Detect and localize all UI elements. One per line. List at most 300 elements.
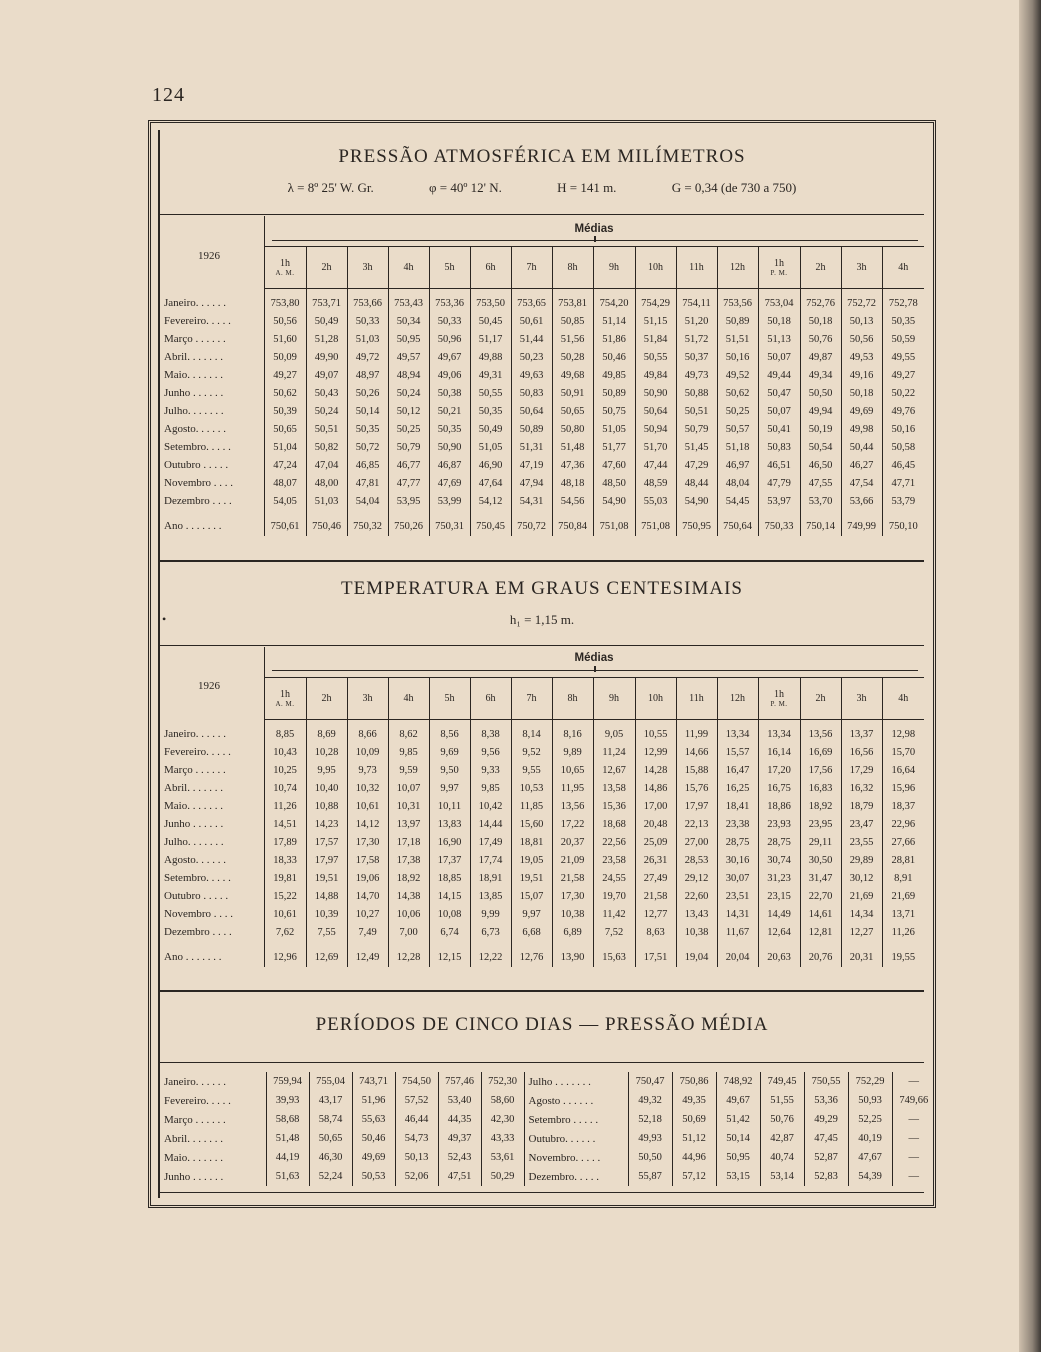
value-cell: 753,80 [264, 294, 306, 312]
value-cell: 753,81 [552, 294, 593, 312]
value-cell: 10,65 [552, 761, 593, 779]
value-cell: 47,64 [470, 474, 511, 492]
annual-value: 750,61 [264, 516, 306, 536]
header-corner [160, 677, 264, 719]
value-cell: 55,63 [352, 1110, 395, 1129]
value-cell: 50,53 [352, 1167, 395, 1186]
value-cell: 44,35 [438, 1110, 481, 1129]
value-cell: 50,13 [395, 1148, 438, 1167]
rule [160, 1062, 924, 1063]
annual-value: 749,99 [841, 516, 882, 536]
value-cell: 50,95 [388, 330, 429, 348]
value-cell: 57,52 [395, 1091, 438, 1110]
value-cell: 51,15 [635, 312, 676, 330]
annual-value: 17,51 [635, 947, 676, 967]
table-row [160, 384, 924, 402]
value-cell: 50,37 [676, 348, 717, 366]
value-cell: 50,35 [429, 420, 470, 438]
value-cell: 48,94 [388, 366, 429, 384]
value-cell: 47,60 [593, 456, 635, 474]
value-cell: 16,75 [758, 779, 800, 797]
value-cell: 11,99 [676, 725, 717, 743]
value-cell: 50,38 [429, 384, 470, 402]
value-cell: 50,45 [470, 312, 511, 330]
hour-header [429, 246, 470, 288]
pressure-param: φ = 40º 12' N. [428, 180, 502, 195]
value-cell: 16,90 [429, 833, 470, 851]
hour-label: 10h [648, 261, 663, 273]
value-cell: 49,94 [800, 402, 841, 420]
value-cell: 17,49 [470, 833, 511, 851]
hour-header [758, 246, 800, 288]
value-cell: 14,31 [717, 905, 758, 923]
value-cell: 28,81 [882, 851, 924, 869]
value-cell: 23,47 [841, 815, 882, 833]
value-cell: — [892, 1129, 935, 1148]
value-cell: 750,47 [628, 1072, 672, 1091]
value-cell: 15,76 [676, 779, 717, 797]
value-cell: 12,67 [593, 761, 635, 779]
value-cell: 753,56 [717, 294, 758, 312]
hour-header [511, 246, 552, 288]
annual-value: 750,46 [306, 516, 347, 536]
value-cell: 18,92 [388, 869, 429, 887]
month-label: Fevereiro. . . . . [164, 315, 231, 327]
value-cell: 50,33 [347, 312, 388, 330]
value-cell: 50,83 [511, 384, 552, 402]
value-cell: 50,59 [882, 330, 924, 348]
value-cell: 7,55 [306, 923, 347, 941]
spacer-cell [160, 647, 264, 677]
value-cell: 15,07 [511, 887, 552, 905]
hour-label: 1h [280, 688, 290, 700]
value-cell: 9,85 [388, 743, 429, 761]
value-cell: 13,34 [717, 725, 758, 743]
value-cell: 51,20 [676, 312, 717, 330]
value-cell: 49,68 [552, 366, 593, 384]
value-cell: 53,99 [429, 492, 470, 510]
value-cell: 10,07 [388, 779, 429, 797]
value-cell: 755,04 [309, 1072, 352, 1091]
value-cell: 6,73 [470, 923, 511, 941]
value-cell: 48,59 [635, 474, 676, 492]
value-cell: 50,91 [552, 384, 593, 402]
value-cell: 47,29 [676, 456, 717, 474]
value-cell: 10,42 [470, 797, 511, 815]
value-cell: 23,15 [758, 887, 800, 905]
annual-value: 750,26 [388, 516, 429, 536]
value-cell: 10,11 [429, 797, 470, 815]
month-label: Julho. . . . . . . [164, 405, 224, 417]
value-cell: 52,87 [804, 1148, 848, 1167]
value-cell: 50,90 [635, 384, 676, 402]
hour-header [717, 246, 758, 288]
value-cell: 51,55 [760, 1091, 804, 1110]
spacer-cell [160, 216, 264, 246]
value-cell: 753,50 [470, 294, 511, 312]
value-cell: 50,79 [388, 438, 429, 456]
table-row [160, 851, 924, 869]
value-cell: 7,62 [264, 923, 306, 941]
hour-period: P. M. [770, 699, 788, 708]
hour-label: 8h [567, 692, 578, 704]
medias-spacer-row [160, 216, 924, 246]
hour-header [470, 677, 511, 719]
value-cell: 42,87 [760, 1129, 804, 1148]
month-label: Agosto. . . . . . [164, 854, 227, 866]
value-cell: 50,65 [552, 402, 593, 420]
value-cell: 17,57 [306, 833, 347, 851]
value-cell: 50,49 [470, 420, 511, 438]
hour-header [552, 677, 593, 719]
value-cell: 49,35 [672, 1091, 716, 1110]
value-cell: 48,44 [676, 474, 717, 492]
value-cell: 50,75 [593, 402, 635, 420]
value-cell: 42,30 [481, 1110, 524, 1129]
value-cell: 53,15 [716, 1167, 760, 1186]
value-cell: 748,92 [716, 1072, 760, 1091]
value-cell: 17,20 [758, 761, 800, 779]
value-cell: 9,73 [347, 761, 388, 779]
value-cell: 47,77 [388, 474, 429, 492]
value-cell: 50,18 [841, 384, 882, 402]
value-cell: 14,38 [388, 887, 429, 905]
value-cell: 14,23 [306, 815, 347, 833]
value-cell: 51,12 [672, 1129, 716, 1148]
hour-label: 2h [815, 692, 826, 704]
value-cell: 50,41 [758, 420, 800, 438]
table-row [160, 1072, 935, 1091]
value-cell: 13,85 [470, 887, 511, 905]
hour-header [800, 677, 841, 719]
value-cell: 9,55 [511, 761, 552, 779]
hour-label: 9h [609, 692, 619, 704]
value-cell: 49,69 [841, 402, 882, 420]
value-cell: 15,96 [882, 779, 924, 797]
value-cell: 50,35 [347, 420, 388, 438]
value-cell: 30,07 [717, 869, 758, 887]
value-cell: 49,27 [264, 366, 306, 384]
value-cell: 50,35 [470, 402, 511, 420]
value-cell: 13,56 [800, 725, 841, 743]
table-row [160, 420, 924, 438]
periods-table [160, 1072, 935, 1186]
value-cell: 11,26 [264, 797, 306, 815]
value-cell: 28,75 [758, 833, 800, 851]
hour-label: 4h [898, 261, 909, 273]
value-cell: 50,46 [593, 348, 635, 366]
value-cell: 57,12 [672, 1167, 716, 1186]
value-cell: 17,58 [347, 851, 388, 869]
value-cell: 51,42 [716, 1110, 760, 1129]
value-cell: 47,81 [347, 474, 388, 492]
annual-value: 750,64 [717, 516, 758, 536]
value-cell: 25,09 [635, 833, 676, 851]
value-cell: 13,43 [676, 905, 717, 923]
month-label: Setembro. . . . . [164, 441, 231, 453]
table-row [160, 923, 924, 941]
value-cell: 50,65 [264, 420, 306, 438]
hour-label: 8h [567, 261, 578, 273]
value-cell: 18,86 [758, 797, 800, 815]
value-cell: 47,24 [264, 456, 306, 474]
periods-title: PERÍODOS DE CINCO DIAS — PRESSÃO MÉDIA [315, 1014, 769, 1035]
hour-label: 1h [774, 257, 784, 269]
value-cell: 51,51 [717, 330, 758, 348]
value-cell: 53,36 [804, 1091, 848, 1110]
value-cell: 46,30 [309, 1148, 352, 1167]
value-cell: 50,93 [848, 1091, 892, 1110]
value-cell: 50,22 [882, 384, 924, 402]
value-cell: 49,87 [800, 348, 841, 366]
value-cell: 52,43 [438, 1148, 481, 1167]
medias-spacer-row [160, 647, 924, 677]
table-row [160, 312, 924, 330]
value-cell: 31,47 [800, 869, 841, 887]
value-cell: 51,48 [552, 438, 593, 456]
rule [160, 1192, 924, 1193]
value-cell: 6,74 [429, 923, 470, 941]
month-label: Novembro . . . . [164, 477, 234, 489]
value-cell: 50,33 [429, 312, 470, 330]
value-cell: 51,70 [635, 438, 676, 456]
value-cell: 54,45 [717, 492, 758, 510]
hour-header [676, 246, 717, 288]
value-cell: 31,23 [758, 869, 800, 887]
value-cell: 49,27 [882, 366, 924, 384]
annual-label: Ano . . . . . . . [164, 520, 222, 532]
month-label: Outubro . . . . . [164, 890, 229, 902]
value-cell: 49,90 [306, 348, 347, 366]
value-cell: 9,69 [429, 743, 470, 761]
hour-header [593, 246, 635, 288]
value-cell: 50,44 [841, 438, 882, 456]
value-cell: 12,98 [882, 725, 924, 743]
value-cell: 50,79 [676, 420, 717, 438]
value-cell: 49,34 [800, 366, 841, 384]
value-cell: 49,67 [429, 348, 470, 366]
value-cell: 753,36 [429, 294, 470, 312]
value-cell: 54,90 [676, 492, 717, 510]
value-cell: 18,68 [593, 815, 635, 833]
value-cell: 48,00 [306, 474, 347, 492]
value-cell: 16,47 [717, 761, 758, 779]
value-cell: 50,65 [309, 1129, 352, 1148]
month-label: Junho . . . . . . [164, 387, 224, 399]
table-row [160, 330, 924, 348]
value-cell: 22,96 [882, 815, 924, 833]
value-cell: 39,93 [266, 1091, 309, 1110]
value-cell: 749,45 [760, 1072, 804, 1091]
month-label: Setembro. . . . . [164, 872, 231, 884]
value-cell: 10,61 [264, 905, 306, 923]
hour-header [800, 246, 841, 288]
value-cell: 8,62 [388, 725, 429, 743]
value-cell: 50,50 [628, 1148, 672, 1167]
table-row [160, 474, 924, 492]
value-cell: 11,42 [593, 905, 635, 923]
value-cell: 47,55 [800, 474, 841, 492]
hour-label: 6h [485, 692, 496, 704]
value-cell: 17,30 [552, 887, 593, 905]
value-cell: 50,62 [264, 384, 306, 402]
value-cell: 53,66 [841, 492, 882, 510]
month-label: Outubro . . . . . [164, 459, 229, 471]
pressure-params [160, 180, 924, 196]
value-cell: 49,16 [841, 366, 882, 384]
value-cell: 18,81 [511, 833, 552, 851]
hour-header [306, 677, 347, 719]
month-label: Janeiro. . . . . . [164, 728, 227, 740]
value-cell: 46,77 [388, 456, 429, 474]
value-cell: 50,14 [716, 1129, 760, 1148]
value-cell: 54,90 [593, 492, 635, 510]
value-cell: 46,85 [347, 456, 388, 474]
hour-period: A. M. [275, 268, 295, 277]
value-cell: 8,66 [347, 725, 388, 743]
value-cell: 16,64 [882, 761, 924, 779]
annual-value: 20,31 [841, 947, 882, 967]
value-cell: 23,51 [717, 887, 758, 905]
annual-value: 750,14 [800, 516, 841, 536]
value-cell: 753,71 [306, 294, 347, 312]
value-cell: 13,71 [882, 905, 924, 923]
value-cell: 50,54 [800, 438, 841, 456]
value-cell: 50,18 [800, 312, 841, 330]
value-cell: 12,77 [635, 905, 676, 923]
value-cell: 12,27 [841, 923, 882, 941]
value-cell: 14,44 [470, 815, 511, 833]
value-cell: 14,66 [676, 743, 717, 761]
value-cell: 14,34 [841, 905, 882, 923]
hour-header [388, 246, 429, 288]
value-cell: 50,19 [800, 420, 841, 438]
value-cell: 10,27 [347, 905, 388, 923]
value-cell: 50,50 [800, 384, 841, 402]
value-cell: 54,04 [347, 492, 388, 510]
value-cell: 9,99 [470, 905, 511, 923]
value-cell: 754,29 [635, 294, 676, 312]
value-cell: 10,53 [511, 779, 552, 797]
annual-value: 20,04 [717, 947, 758, 967]
annual-value: 19,04 [676, 947, 717, 967]
value-cell: — [892, 1110, 935, 1129]
value-cell: 8,14 [511, 725, 552, 743]
temperature-param: h₁ = 1,15 m. [509, 612, 575, 627]
value-cell: 8,85 [264, 725, 306, 743]
pressure-param: G = 0,34 (de 730 a 750) [671, 180, 797, 195]
hour-header-row [160, 677, 924, 719]
value-cell: 753,04 [758, 294, 800, 312]
value-cell: 11,26 [882, 923, 924, 941]
value-cell: 52,83 [804, 1167, 848, 1186]
value-cell: 55,03 [635, 492, 676, 510]
value-cell: 47,94 [511, 474, 552, 492]
value-cell: 49,76 [882, 402, 924, 420]
value-cell: 51,13 [758, 330, 800, 348]
value-cell: 50,18 [758, 312, 800, 330]
table-row [160, 402, 924, 420]
value-cell: 47,44 [635, 456, 676, 474]
value-cell: 752,76 [800, 294, 841, 312]
value-cell: 759,94 [266, 1072, 309, 1091]
value-cell: 49,37 [438, 1129, 481, 1148]
hour-header [429, 677, 470, 719]
hour-label: 2h [815, 261, 826, 273]
annual-value: 12,96 [264, 947, 306, 967]
value-cell: 54,12 [470, 492, 511, 510]
value-cell: 15,57 [717, 743, 758, 761]
value-cell: 49,72 [347, 348, 388, 366]
value-cell: 50,09 [264, 348, 306, 366]
value-cell: 11,67 [717, 923, 758, 941]
value-cell: 10,43 [264, 743, 306, 761]
value-cell: 48,04 [717, 474, 758, 492]
value-cell: 40,19 [848, 1129, 892, 1148]
value-cell: 18,85 [429, 869, 470, 887]
value-cell: 10,28 [306, 743, 347, 761]
medias-label: Médias [574, 223, 614, 235]
value-cell: 51,03 [347, 330, 388, 348]
value-cell: 51,48 [266, 1129, 309, 1148]
value-cell: 29,89 [841, 851, 882, 869]
hour-header-row [160, 246, 924, 288]
value-cell: 51,17 [470, 330, 511, 348]
value-cell: 58,68 [266, 1110, 309, 1129]
value-cell: 54,56 [552, 492, 593, 510]
value-cell: 50,24 [306, 402, 347, 420]
value-cell: 50,90 [429, 438, 470, 456]
value-cell: 50,72 [347, 438, 388, 456]
value-cell: 17,37 [429, 851, 470, 869]
value-cell: 27,49 [635, 869, 676, 887]
value-cell: 12,64 [758, 923, 800, 941]
value-cell: 28,75 [717, 833, 758, 851]
value-cell: 50,89 [717, 312, 758, 330]
rule [160, 990, 924, 992]
value-cell: 14,88 [306, 887, 347, 905]
hour-label: 10h [648, 692, 663, 704]
value-cell: 47,54 [841, 474, 882, 492]
hour-label: 7h [526, 692, 537, 704]
value-cell: 16,56 [841, 743, 882, 761]
value-cell: 18,91 [470, 869, 511, 887]
value-cell: 50,16 [717, 348, 758, 366]
annual-value: 750,84 [552, 516, 593, 536]
value-cell: 12,81 [800, 923, 841, 941]
hour-label: 7h [526, 261, 537, 273]
value-cell: 752,30 [481, 1072, 524, 1091]
value-cell: 11,95 [552, 779, 593, 797]
value-cell: 15,88 [676, 761, 717, 779]
value-cell: 50,76 [760, 1110, 804, 1129]
month-label: Abril. . . . . . . [164, 1132, 223, 1145]
value-cell: 19,51 [306, 869, 347, 887]
value-cell: 47,51 [438, 1167, 481, 1186]
value-cell: 20,37 [552, 833, 593, 851]
value-cell: 754,50 [395, 1072, 438, 1091]
value-cell: 9,85 [470, 779, 511, 797]
annual-row [160, 947, 924, 967]
value-cell: 14,28 [635, 761, 676, 779]
value-cell: 23,93 [758, 815, 800, 833]
hour-header [470, 246, 511, 288]
table-row [160, 456, 924, 474]
value-cell: 50,88 [676, 384, 717, 402]
value-cell: 51,84 [635, 330, 676, 348]
annual-value: 12,22 [470, 947, 511, 967]
value-cell: 50,34 [388, 312, 429, 330]
